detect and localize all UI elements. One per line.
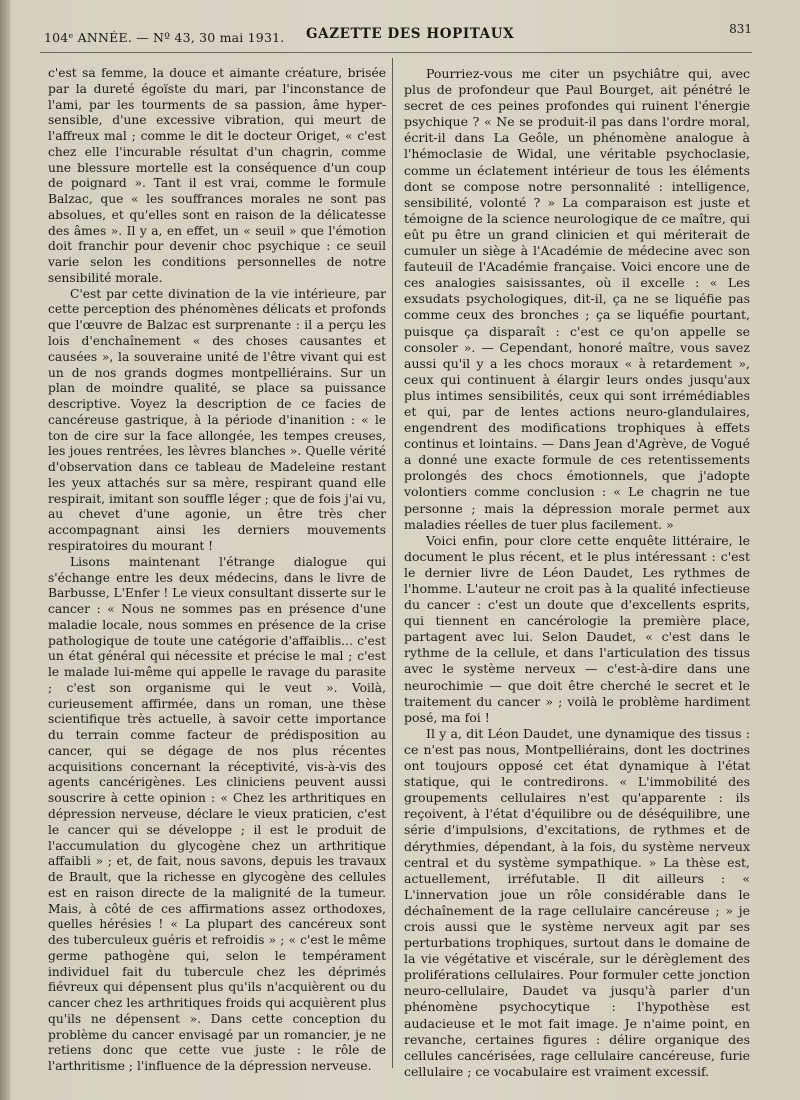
left-paragraph-1: c'est sa femme, la douce et aimante créature, brisée par la dureté égoïste du mari, par l'inconstance de l'ami, par les tourments de sa passion, âme hyper-sensible, d'une excessive vibration, qui meurt de l'affreux mal ; comme le dit le docteur Origet, « c'est chez elle l'incurable résultat d'un chagrin, comme une blessure mortelle est la conséquence d'un coup de poignard ». Tant il est vrai, comme le formule Balzac, que « les souffrances morales ne sont pas absolues, et qu'elles sont en raison de la délicatesse des âmes ». Il y a, en effet, un « seuil » que l'émotion doit franchir pour devenir choc psychique : ce seuil varie selon les conditions personnelles de notre sensibilité morale.: [48, 66, 386, 285]
column-divider: [392, 58, 393, 1068]
right-paragraph-3: Il y a, dit Léon Daudet, une dynamique des tissus : ce n'est pas nous, Montpelliérains, dont les doctrines ont toujours opposé cet état dynamique à l'état statique, qui le contredirons. « L'immobilité des groupements cellulaires n'est qu'apparente : ils reçoivent, à l'état d'équilibre ou de déséquilibre, une série d'impulsions, d'excitations, de rythmes et de dérythmies, dépendant, à la fois, du système nerveux central et du système sympathique. » La thèse est, actuellement, irréfutable. Il dit ailleurs : « L'innervation joue un rôle considérable dans le déchaînement de la rage cellulaire cancéreuse ; » je crois aussi que le système nerveux agit par ses perturbations trophiques, surtout dans le domaine de la vie végétative et viscérale, sur le dérèglement des proliférations cellulaires. Pour formuler cette jonction neuro-cellulaire, Daudet va jusqu'à parler d'un phénomène psychocytique : l'hypothèse est audacieuse et le mot fait image. Je n'aime point, en revanche, certaines figures : délire organique des cellules cancérisées, rage cellulaire cancéreuse, furie cellulaire ; ce vocabulaire est vraiment excessif.: [404, 725, 750, 1079]
left-paragraph-2: C'est par cette divination de la vie intérieure, par cette perception des phénomènes délicats et profonds que l'œuvre de Balzac est surprenante : il a perçu les lois d'enchaînement « des choses causantes et causées », la souveraine unité de l'être vivant qui est un de nos grands dogmes montpelliérains. Sur un plan de moindre qualité, se place sa puissance descriptive. Voyez la description de ce facies de cancéreuse gastrique, à la période d'inanition : « le ton de cire sur la face allongée, les tempes creuses, les joues rentrées, les lèvres blanches ». Quelle vérité d'observation dans ce tableau de Madeleine restant les yeux attachés sur sa mère, respirant quand elle respirait, imitant son souffle léger ; que de fois j'ai vu, au chevet d'une agonie, un être très cher accompagnant ainsi les derniers mouvements respiratoires du mourant !: [48, 286, 386, 553]
issue-line: 104ᵉ ANNÉE. — Nº 43, 30 mai 1931.: [44, 30, 285, 45]
page-number: 831: [729, 22, 752, 36]
header-rule: [40, 52, 752, 53]
journal-title: GAZETTE DES HOPITAUX: [306, 26, 515, 42]
left-column: [48, 66, 386, 1075]
page-header: [44, 22, 752, 48]
right-paragraph-2: Voici enfin, pour clore cette enquête littéraire, le document le plus récent, et le plus intéressant : c'est le dernier livre de Léon Daudet, Les rythmes de l'homme. L'auteur ne croit pas à la qualité infectieuse du cancer : c'est un doute que d'excellents esprits, qui tiennent en cancérologie la première place, partagent avec lui. Selon Daudet, « c'est dans le rythme de la cellule, et dans l'articulation des tissus avec le système nerveux — c'est-à-dire dans une neurochimie — que doit être cherché le secret et le traitement du cancer » ; voilà le problème hardiment posé, ma foi !: [404, 532, 750, 725]
right-paragraph-1: Pourriez-vous me citer un psychiâtre qui, avec plus de profondeur que Paul Bourget, ait pénétré le secret de ces peines profondes qui ruinent l'énergie psychique ? « Ne se produit-il pas dans l'ordre moral, écrit-il dans La Geôle, un phénomène analogue à l'hémoclasie de Widal, une véritable psychoclasie, comme un éclatement intérieur de tous les éléments dont se compose notre personnalité : intelligence, sensibilité, volonté ? » La comparaison est juste et témoigne de la science neurologique de ce maître, qui eût pu être un grand clinicien et qui mériterait de cumuler un siège à l'Académie de médecine avec son fauteuil de l'Académie française. Voici encore une de ces analogies saisissantes, où il excelle : « Les exsudats psychologiques, dit-il, ça ne se liquéfie pas comme ceux des bronches ; ça se liquéfie pourtant, puisque ça disparaît : c'est ce qu'on appelle se consoler ». — Cependant, honoré maître, vous savez aussi qu'il y a les chocs moraux « à retardement », ceux qui continuent à élargir leurs ondes jusqu'aux plus intimes sensibilités, ceux qui sont irrémédiables et qui, par de lentes actions neuro-glandulaires, engendrent des modifications trophiques à effets continus et lointains. — Dans Jean d'Agrève, de Vogué a donné une exacte formule de ces retentissements prolongés des chocs émotionnels, que j'adopte volontiers comme conclusion : « Le chagrin ne tue personne ; mais la dépression morale permet aux maladies réelles de tuer plus facilement. »: [404, 66, 750, 532]
right-column: [404, 66, 750, 1080]
binding-shadow: [0, 0, 10, 1100]
left-paragraph-3: Lisons maintenant l'étrange dialogue qui s'échange entre les deux médecins, dans le livre de Barbusse, L'Enfer ! Le vieux consultant disserte sur le cancer : « Nous ne sommes pas en présence d'une maladie locale, nous sommes en présence de la crise pathologique de toute une catégorie d'affaiblis... c'est un état général qui nécessite et précise le mal ; c'est le malade lui-même qui appelle le ravage du parasite ; c'est son organisme qui le veut ». Voilà, curieusement affirmée, dans un roman, une thèse scientifique très actuelle, à savoir cette importance du terrain comme facteur de prédisposition au cancer, qui se dégage de nos plus récentes acquisitions concernant la réceptivité, vis-à-vis des agents cancérigènes. Les cliniciens peuvent aussi souscrire à cette opinion : « Chez les arthritiques en dépression nerveuse, déclare le vieux praticien, c'est le cancer qui se développe ; il est le produit de l'accumulation du glycogène chez un arthritique affaibli » ; et, de fait, nous savons, depuis les travaux de Brault, que la richesse en glycogène des cellules est en raison directe de la malignité de la tumeur. Mais, à côté de ces affirmations assez orthodoxes, quelles hérésies ! « La plupart des cancéreux sont des tuberculeux guéris et refroidis » ; « c'est le même germe pathogène qui, selon le tempérament individuel fait du tubercule chez les déprimés fiévreux qui dépensent plus qu'ils n'acquièrent ou du cancer chez les arthritiques froids qui acquièrent plus qu'ils ne dépensent ». Dans cette conception du problème du cancer envisagé par un romancier, je ne retiens donc que cette vue juste : le rôle de l'arthritisme ; l'influence de la dépression nerveuse.: [48, 554, 386, 1074]
